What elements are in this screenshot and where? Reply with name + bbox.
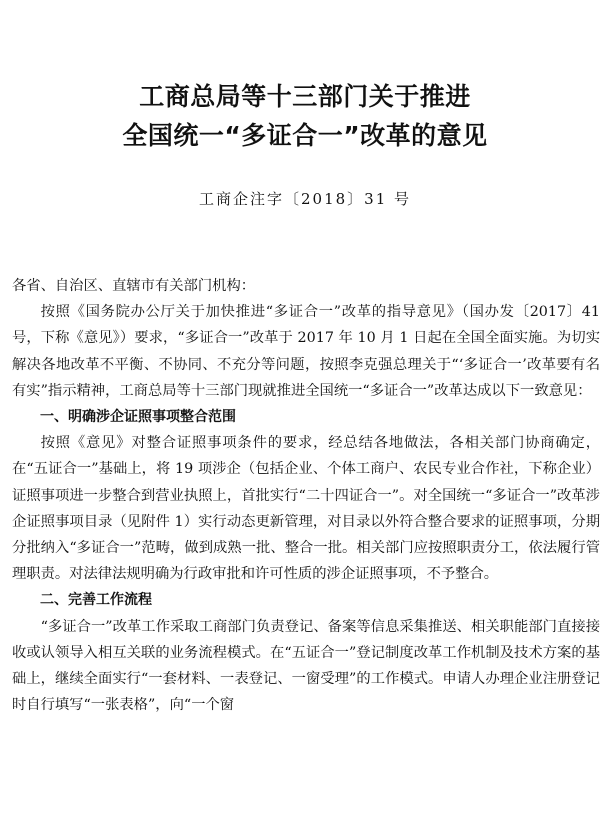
section1-paragraph: 按照《意见》对整合证照事项条件的要求，经总结各地做法，各相关部门协商确定，在“五证合一”基础上，将 19 项涉企（包括企业、个体工商户、农民专业合作社，下称企业）证照事项进一步整合到营业执照上，首批实行“二十四证合一”。对全国统一“多证合一”改革涉企证照事项目录（见附件 1）实行动态更新管理，对目录以外符合整合要求的证照事项，分期分批纳入“多证合一”范畴，做到成熟一批、整合一批。相关部门应按照职责分工，依法履行管理职责。对法律法规明确为行政审批和许可性质的涉企证照事项，不予整合。	[12, 435, 600, 583]
document-title-line2: 全国统一“多证合一”改革的意见	[122, 121, 488, 150]
section1-heading: 一、明确涉企证照事项整合范围	[40, 409, 236, 426]
addressee: 各省、自治区、直辖市有关部门机构：	[12, 278, 256, 294]
document-title-line1: 工商总局等十三部门关于推进	[139, 82, 471, 111]
intro-paragraph: 按照《国务院办公厅关于加快推进“多证合一”改革的指导意见》（国办发〔2017〕41 号，下称《意见》）要求，“多证合一”改革于 2017 年 10 月 1 日起在全国全面实施。为切实解决各地改革不平衡、不协同、不充分等问题，按照李克强总理关于“‘多证合一’改革要有名有实”指示精神，工商总局等十三部门现就推进全国统一“多证合一”改革达成以下一致意见：	[12, 304, 600, 399]
section2-paragraph: “多证合一”改革工作采取工商部门负责登记、备案等信息采集推送、相关职能部门直接接收或认领导入相互关联的业务流程模式。在“五证合一”登记制度改革工作机制及技术方案的基础上，继续全面实行“一套材料、一表登记、一窗受理”的工作模式。申请人办理企业注册登记时自行填写“一张表格”，向“一个窗	[12, 618, 600, 714]
section2-heading: 二、完善工作流程	[40, 592, 152, 609]
document-number: 工商企注字〔2018〕31 号	[198, 190, 412, 208]
document-body	[12, 273, 600, 718]
